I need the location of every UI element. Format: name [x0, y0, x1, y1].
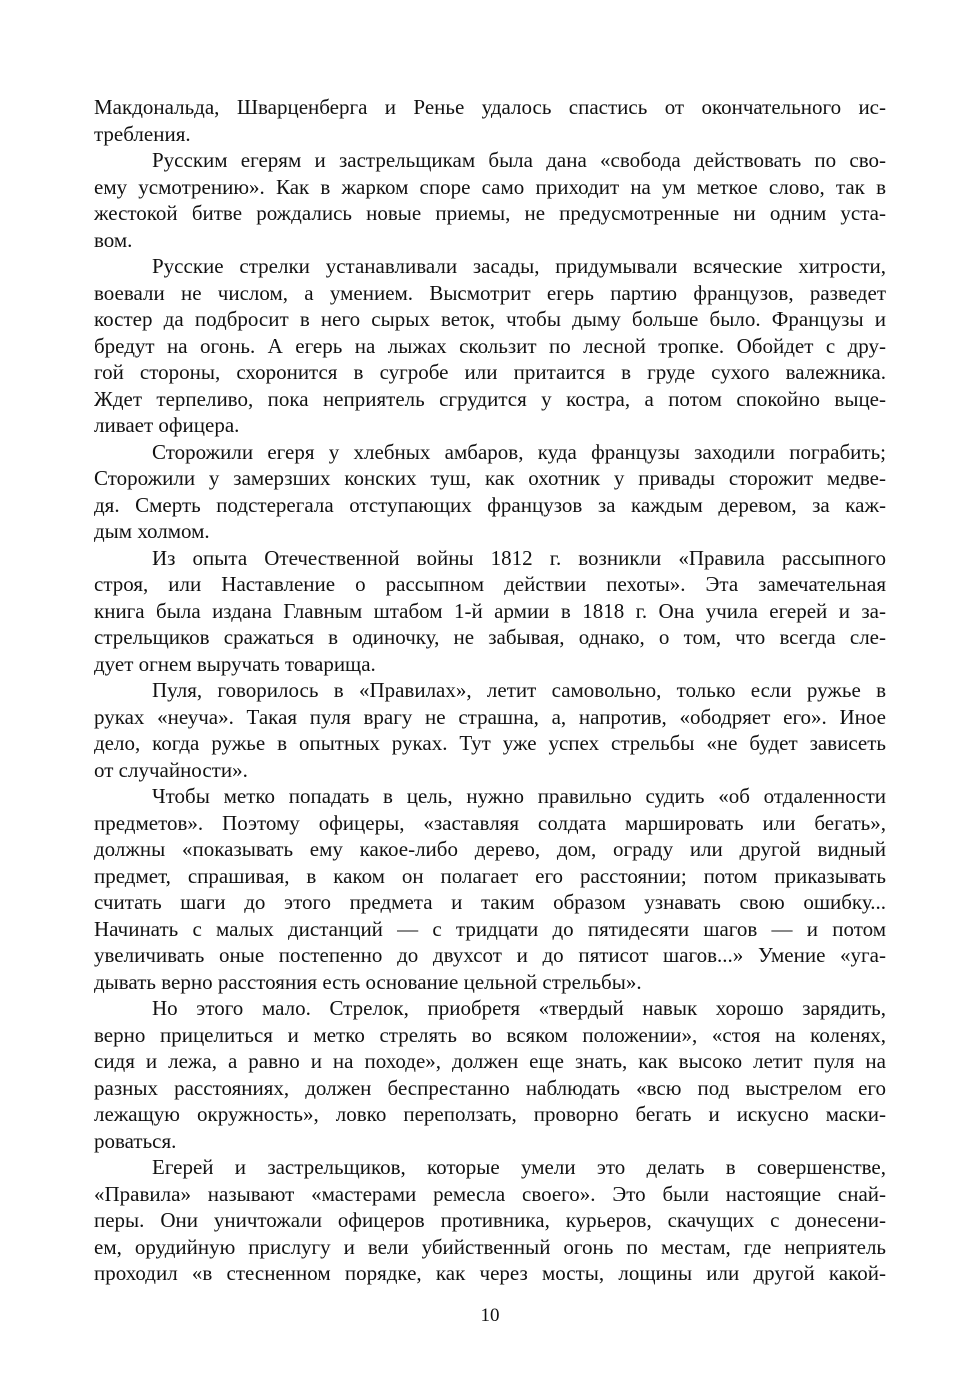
- text-line: предмет, спрашивая, в каком он полагает его расстоянии; потом приказывать: [94, 863, 886, 888]
- text-line: увеличивать оные постепенно до двухсот и до пятисот шагов...» Умение «уга-: [94, 943, 886, 967]
- text-line: руках «неуча». Такая пуля врагу не страшна, а, напротив, «ободряет его». Иное: [94, 704, 886, 729]
- text-line: требления.: [94, 121, 191, 146]
- text-line: Из опыта Отечественной войны 1812 г. возникли «Правила рассыпного: [152, 545, 886, 570]
- paragraph: [94, 677, 886, 783]
- text-line: Сторожили у замерзших конских туш, как охотник у привады сторожит медве-: [94, 466, 886, 490]
- text-line: разных расстояниях, должен беспрестанно наблюдать «всю под выстрелом его: [94, 1075, 886, 1100]
- paragraph: [94, 545, 886, 678]
- text-line: верно прицелиться и метко стрелять во всяком положении», «стоя на коленях,: [94, 1022, 886, 1047]
- text-line: предметов». Поэтому офицеры, «заставляя солдата маршировать или бегать»,: [94, 810, 886, 835]
- text-line: дя. Смерть подстерегала отступающих французов за каждым деревом, за каж-: [94, 492, 886, 517]
- text-line: ем, орудийную прислугу и вели убийственный огонь по местам, где неприятель: [94, 1234, 886, 1259]
- paragraph: [94, 94, 886, 147]
- text-line: бредут на огонь. А егерь на лыжах скользит по лесной тропке. Обойдет с дру-: [94, 333, 886, 358]
- text-line: костер да подбросит в него сырых веток, чтобы дыму больше было. Французы и: [94, 307, 886, 331]
- paragraph: [94, 253, 886, 439]
- text-line: Макдональда, Шварценберга и Ренье удалось спастись от окончательного ис-: [94, 95, 886, 119]
- text-line: Русские стрелки устанавливали засады, придумывали всяческие хитрости,: [152, 254, 886, 278]
- text-line: сидя и лежа, а равно и на походе», должен еще знать, как высоко летит пуля на: [94, 1049, 886, 1073]
- text-line: дым холмом.: [94, 519, 210, 543]
- text-line: ливает офицера.: [94, 413, 240, 437]
- paragraph: [94, 995, 886, 1154]
- text-line: дывать верно расстояния есть основание цельной стрельбы».: [94, 969, 642, 994]
- text-line: Начинать с малых дистанций — с тридцати до пятидесяти шагов — и потом: [94, 916, 886, 941]
- text-line: строя, или Наставление о рассыпном действии пехоты». Эта замечательная: [94, 572, 886, 596]
- paragraph: [94, 783, 886, 995]
- text-line: Сторожили егеря у хлебных амбаров, куда французы заходили пограбить;: [152, 439, 886, 464]
- text-line: жестокой битве рождались новые приемы, не предусмотренные ни одним уста-: [94, 201, 886, 225]
- text-line: воевали не числом, а умением. Высмотрит егерь партию французов, разведет: [94, 280, 886, 305]
- text-line: ему усмотрению». Как в жарком споре само приходит на ум меткое слово, так в: [94, 174, 886, 199]
- text-line: Егерей и застрельщиков, которые умели это делать в совершенстве,: [152, 1155, 886, 1179]
- text-line: перы. Они уничтожали офицеров противника, курьеров, скачущих с донесени-: [94, 1208, 886, 1232]
- text-line: стрельщиков сражаться в одиночку, не забывая, однако, о том, что всегда сле-: [94, 625, 886, 649]
- text-line: Русским егерям и застрельщикам была дана «свобода действовать по сво-: [152, 148, 886, 172]
- text-line: книга была издана Главным штабом 1-й армии в 1818 г. Она учила егерей и за-: [94, 598, 886, 623]
- text-line: считать шаги до этого предмета и таким образом узнавать свою ошибку...: [94, 890, 886, 914]
- text-line: гой стороны, схоронится в сугробе или притаится в груде сухого валежника.: [94, 360, 886, 384]
- text-line: лежащую окружность», ловко переползать, проворно бегать и искусно маски-: [94, 1102, 886, 1126]
- text-line: должны «показывать ему какое-либо дерево, дом, ограду или другой видный: [94, 837, 886, 861]
- text-line: «Правила» называют «мастерами ремесла своего». Это были настоящие снай-: [94, 1181, 886, 1206]
- text-line: Но этого мало. Стрелок, приобретя «твердый навык хорошо зарядить,: [152, 996, 886, 1020]
- paragraph: [94, 1154, 886, 1287]
- text-line: роваться.: [94, 1128, 177, 1153]
- text-line: вом.: [94, 227, 133, 252]
- paragraph: [94, 439, 886, 545]
- text-line: Чтобы метко попадать в цель, нужно правильно судить «об отдаленности: [152, 784, 886, 808]
- text-line: от случайности».: [94, 757, 248, 782]
- text-line: Пуля, говорилось в «Правилах», летит самовольно, только если ружье в: [152, 678, 886, 702]
- text-line: дело, когда ружье в опытных руках. Тут уже успех стрельбы «не будет зависеть: [94, 731, 886, 755]
- text-line: дует огнем выручать товарища.: [94, 651, 376, 676]
- body-text: [94, 94, 886, 1287]
- page-number: 10: [480, 1305, 500, 1326]
- text-line: проходил «в стесненном порядке, как через мосты, лощины или другой какой-: [94, 1261, 886, 1285]
- text-line: Ждет терпеливо, пока неприятель сгрудится у костра, а потом спокойно выце-: [94, 386, 886, 411]
- paragraph: [94, 147, 886, 253]
